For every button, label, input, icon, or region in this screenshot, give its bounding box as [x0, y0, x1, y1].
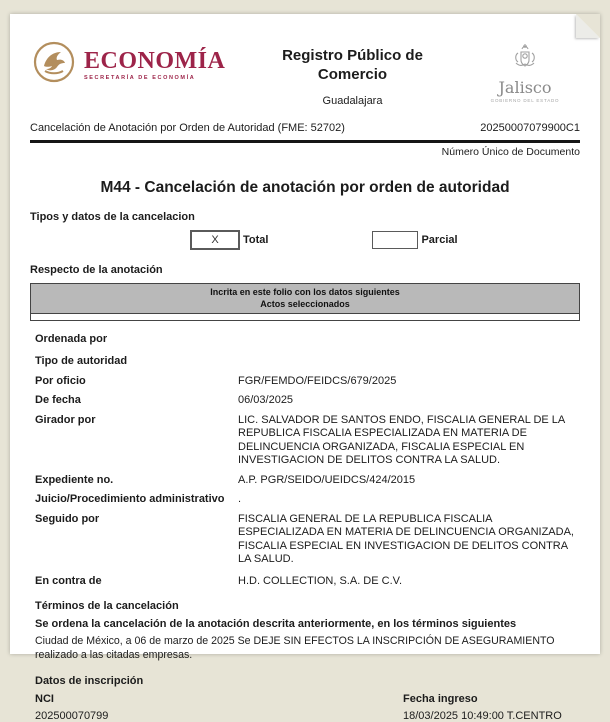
field-label: En contra de	[35, 574, 102, 587]
field-label: Expediente no.	[35, 473, 114, 486]
jalisco-subtitle: GOBIERNO DEL ESTADO	[490, 98, 560, 103]
field-row-juicio	[30, 493, 580, 507]
field-row-tipo-autoridad	[30, 355, 580, 369]
terms-subheading: Se ordena la cancelación de la anotación descrita anteriormente, en los términos siguientes	[35, 618, 517, 630]
field-value: FGR/FEMDO/FEIDCS/679/2025	[238, 374, 397, 387]
field-label: Por oficio	[35, 374, 86, 387]
field-label: Juicio/Procedimiento administrativo	[35, 493, 225, 505]
field-row-seguido-por	[30, 513, 580, 567]
annotation-banner-gray	[31, 284, 579, 314]
ordered-by-fields	[30, 355, 580, 588]
field-value: FISCALIA GENERAL DE LA REPUBLICA FISCALIA ESPECIALIZADA EN MATERIA DE DELINCUENCIA ORGANIZADA, FISCALIA ESPECIAL EN INVESTIGACION DE DELITOS CONTRA LA SALUD.	[238, 512, 574, 565]
annotation-banner-line2: Actos seleccionados	[260, 299, 350, 309]
terms-body: Ciudad de México, a 06 de marzo de 2025 Se DEJE SIN EFECTOS LA INSCRIPCIÓN DE ASEGURAMIENTO realizado a las citadas empresas.	[35, 635, 555, 661]
economia-wordmark	[84, 49, 225, 81]
mexico-eagle-emblem-icon	[30, 38, 78, 91]
registry-title-line2: Comercio	[317, 66, 388, 83]
registry-title-line1: Registro Público de	[282, 47, 423, 64]
field-value: 06/03/2025	[238, 394, 294, 406]
field-label: Tipo de autoridad	[35, 355, 128, 367]
registration-section	[30, 675, 580, 722]
cancel-type-options	[190, 230, 580, 250]
economia-logo	[30, 38, 235, 91]
field-row-girador-por	[30, 414, 580, 468]
checkbox-total-label: Total	[243, 234, 269, 246]
field-value: H.D. COLLECTION, S.A. DE C.V.	[238, 574, 403, 587]
annotation-banner	[30, 283, 580, 321]
document-number: 20250007079900C1	[480, 122, 580, 134]
document-header	[30, 38, 580, 107]
field-value: A.P. PGR/SEIDO/UEIDCS/424/2015	[238, 473, 416, 486]
nci-block	[35, 693, 403, 722]
checkbox-total: X	[190, 230, 240, 250]
document-page	[10, 14, 600, 722]
nci-label: NCI	[35, 693, 54, 705]
registry-city: Guadalajara	[322, 95, 383, 107]
field-label: Girador por	[35, 413, 96, 426]
fecha-ingreso-value: 18/03/2025 10:49:00 T.CENTRO	[403, 710, 562, 722]
jalisco-logo	[470, 38, 580, 103]
procedure-label: Cancelación de Anotación por Orden de Autoridad (FME: 52702)	[30, 122, 345, 134]
field-value: LIC. SALVADOR DE SANTOS ENDO, FISCALIA GENERAL DE LA REPUBLICA FISCALIA ESPECIALIZADA EN MATERIA DE DELINCUENCIA ORGANIZADA, FISCALIA ESPECIAL EN INVESTIGACION DE DELITOS CONTRA LA SALUD.	[238, 413, 565, 466]
annotation-banner-line1: Incrita en este folio con los datos siguientes	[210, 287, 400, 297]
field-label: De fecha	[35, 394, 81, 406]
checkbox-parcial-label: Parcial	[421, 234, 458, 246]
ordered-by-heading: Ordenada por	[35, 333, 108, 345]
annotation-heading: Respecto de la anotación	[30, 264, 163, 276]
economia-title: ECONOMÍA	[84, 47, 226, 74]
jalisco-name: Jalisco	[498, 78, 552, 97]
field-value: .	[238, 493, 242, 505]
field-value	[238, 355, 580, 369]
header-divider	[30, 140, 580, 143]
fecha-ingreso-block	[403, 693, 562, 722]
field-row-por-oficio	[30, 375, 580, 389]
field-row-en-contra-de	[30, 575, 580, 589]
terms-heading: Términos de la cancelación	[35, 600, 179, 612]
field-row-expediente	[30, 474, 580, 488]
document-meta-row	[30, 121, 580, 135]
form-title: M44 - Cancelación de anotación por orden de autoridad	[100, 179, 510, 196]
annotation-banner-empty-row	[31, 314, 579, 320]
fecha-ingreso-label: Fecha ingreso	[403, 693, 478, 705]
registration-heading: Datos de inscripción	[35, 675, 144, 687]
cancel-type-heading: Tipos y datos de la cancelacion	[30, 211, 195, 223]
nci-value: 202500070799	[35, 710, 109, 722]
jalisco-crest-icon	[508, 61, 542, 78]
field-row-de-fecha	[30, 394, 580, 408]
economia-subtitle: SECRETARÍA DE ECONOMÍA	[84, 74, 196, 81]
document-number-caption: Número Único de Documento	[441, 146, 580, 158]
field-label: Seguido por	[35, 512, 100, 525]
checkbox-parcial	[372, 231, 418, 249]
registry-title-block	[235, 38, 470, 107]
